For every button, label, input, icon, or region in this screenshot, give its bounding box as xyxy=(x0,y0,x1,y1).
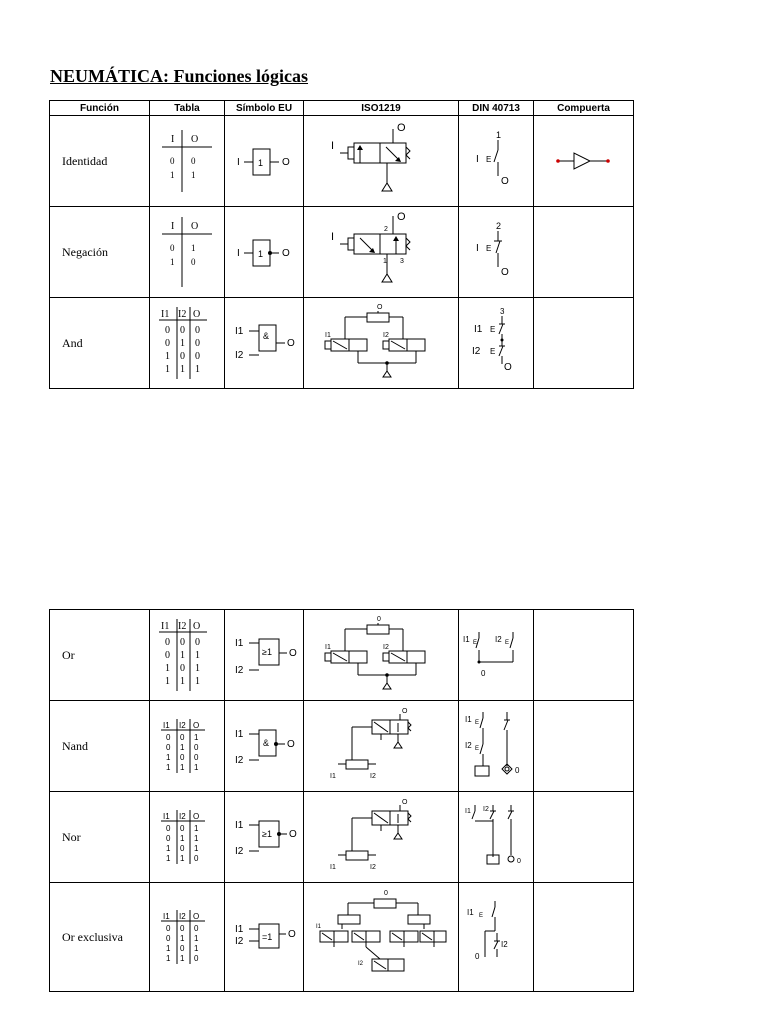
tt-cell: 0 xyxy=(191,156,196,166)
svg-text:1: 1 xyxy=(194,733,199,742)
svg-text:I2: I2 xyxy=(178,621,187,632)
svg-text:0: 0 xyxy=(180,325,185,336)
function-name: Identidad xyxy=(50,116,150,207)
svg-text:O: O xyxy=(287,739,295,750)
svg-text:3: 3 xyxy=(400,257,404,265)
svg-text:O: O xyxy=(504,362,512,373)
svg-text:I2: I2 xyxy=(235,350,244,361)
truth-table xyxy=(150,207,225,298)
svg-text:1: 1 xyxy=(166,763,171,772)
din40713-diagram xyxy=(459,701,534,792)
svg-text:O: O xyxy=(501,267,509,278)
svg-text:I2: I2 xyxy=(495,635,502,644)
svg-text:O: O xyxy=(402,707,408,715)
svg-text:1: 1 xyxy=(194,824,199,833)
svg-text:E: E xyxy=(486,155,492,164)
svg-text:I1: I1 xyxy=(235,729,244,740)
svg-text:I1: I1 xyxy=(235,924,244,935)
svg-text:I2: I2 xyxy=(235,846,244,857)
din40713-diagram xyxy=(459,116,534,207)
svg-text:E: E xyxy=(479,913,484,919)
logic-table-2 xyxy=(49,609,634,992)
svg-text:1: 1 xyxy=(165,663,170,674)
svg-text:I: I xyxy=(476,154,479,165)
svg-text:O: O xyxy=(191,221,199,232)
svg-text:&: & xyxy=(263,331,270,341)
svg-text:O: O xyxy=(397,210,406,223)
svg-text:I2: I2 xyxy=(235,936,244,947)
svg-text:I2: I2 xyxy=(178,309,187,320)
svg-text:I1: I1 xyxy=(235,638,244,649)
gate-buffer xyxy=(534,116,634,207)
svg-text:0: 0 xyxy=(180,663,185,674)
svg-text:1: 1 xyxy=(194,763,199,772)
svg-text:1: 1 xyxy=(180,763,185,772)
svg-text:O: O xyxy=(282,248,290,259)
function-name: Negación xyxy=(50,207,150,298)
din40713-diagram xyxy=(459,610,534,701)
svg-text:1: 1 xyxy=(194,844,199,853)
svg-text:1: 1 xyxy=(180,954,185,963)
svg-text:I1: I1 xyxy=(463,635,470,644)
eu-symbol xyxy=(225,883,304,992)
svg-text:0: 0 xyxy=(166,733,171,742)
svg-text:1: 1 xyxy=(180,743,185,752)
svg-text:0: 0 xyxy=(170,243,175,253)
svg-text:E: E xyxy=(490,325,496,334)
svg-text:I2: I2 xyxy=(370,772,376,780)
svg-text:I2: I2 xyxy=(179,812,186,821)
iso1219-diagram xyxy=(304,701,459,792)
svg-text:3: 3 xyxy=(500,307,505,316)
svg-text:0: 0 xyxy=(180,733,185,742)
svg-text:I2: I2 xyxy=(179,721,186,730)
function-name: Nor xyxy=(50,792,150,883)
svg-text:E: E xyxy=(473,640,478,646)
svg-text:0: 0 xyxy=(195,637,200,648)
tt-head: O xyxy=(191,134,199,145)
svg-text:0: 0 xyxy=(383,890,388,897)
svg-text:E: E xyxy=(475,720,480,726)
header-tabla: Tabla xyxy=(150,101,225,116)
table-row xyxy=(50,883,634,992)
svg-text:I1: I1 xyxy=(161,621,170,632)
svg-text:1: 1 xyxy=(195,364,200,375)
iso1219-diagram xyxy=(304,298,459,389)
svg-text:1: 1 xyxy=(166,844,171,853)
gate-empty xyxy=(534,298,634,389)
svg-text:1: 1 xyxy=(166,944,171,953)
svg-text:1: 1 xyxy=(166,954,171,963)
header-din-40713: DIN 40713 xyxy=(459,101,534,116)
page-title: NEUMÁTICA: Funciones lógicas xyxy=(50,66,309,86)
truth-table xyxy=(150,116,225,207)
table-row xyxy=(50,701,634,792)
svg-text:0: 0 xyxy=(194,743,199,752)
eu-symbol xyxy=(225,701,304,792)
svg-text:E: E xyxy=(475,746,480,752)
svg-text:I2: I2 xyxy=(483,806,489,813)
svg-text:I2: I2 xyxy=(472,346,481,357)
truth-table xyxy=(150,883,225,992)
eu-symbol xyxy=(225,610,304,701)
svg-text:I2: I2 xyxy=(383,331,389,339)
svg-text:O: O xyxy=(287,338,295,349)
svg-text:0: 0 xyxy=(180,944,185,953)
svg-text:I1: I1 xyxy=(161,309,170,320)
svg-text:0: 0 xyxy=(180,351,185,362)
svg-text:I2: I2 xyxy=(465,741,472,750)
svg-text:I2: I2 xyxy=(370,863,376,871)
svg-text:O: O xyxy=(193,721,200,730)
iso1219-diagram xyxy=(304,883,459,992)
svg-text:0: 0 xyxy=(180,844,185,853)
din40713-diagram xyxy=(459,298,534,389)
svg-text:O: O xyxy=(397,121,406,134)
eu-gate-label: 1 xyxy=(258,158,264,168)
svg-text:O: O xyxy=(193,812,200,821)
svg-text:1: 1 xyxy=(194,834,199,843)
svg-text:1: 1 xyxy=(180,364,185,375)
tt-cell: 0 xyxy=(170,156,175,166)
iso1219-diagram xyxy=(304,792,459,883)
svg-text:1: 1 xyxy=(166,854,171,863)
svg-text:0: 0 xyxy=(475,952,480,961)
eu-symbol xyxy=(225,116,304,207)
svg-text:0: 0 xyxy=(166,934,171,943)
svg-text:I1: I1 xyxy=(325,643,331,651)
eu-symbol xyxy=(225,792,304,883)
svg-text:E: E xyxy=(490,347,496,356)
svg-text:I: I xyxy=(331,230,335,243)
svg-text:1: 1 xyxy=(170,257,175,267)
svg-text:1: 1 xyxy=(180,934,185,943)
function-name: And xyxy=(50,298,150,389)
svg-text:I: I xyxy=(476,243,479,254)
svg-text:1: 1 xyxy=(195,650,200,661)
gate-empty xyxy=(534,207,634,298)
svg-text:O: O xyxy=(289,648,297,659)
svg-text:1: 1 xyxy=(180,834,185,843)
svg-text:I1: I1 xyxy=(465,808,471,815)
svg-text:0: 0 xyxy=(165,338,170,349)
svg-text:I2: I2 xyxy=(235,755,244,766)
svg-text:I1: I1 xyxy=(235,820,244,831)
svg-text:1: 1 xyxy=(180,650,185,661)
truth-table xyxy=(150,298,225,389)
tt-head: I xyxy=(171,134,175,145)
tt-cell: 1 xyxy=(170,170,175,180)
svg-text:1: 1 xyxy=(383,257,387,265)
svg-text:2: 2 xyxy=(496,221,502,231)
svg-text:0: 0 xyxy=(377,615,381,623)
header-compuerta: Compuerta xyxy=(534,101,634,116)
svg-text:1: 1 xyxy=(165,351,170,362)
svg-text:O: O xyxy=(193,621,201,632)
svg-text:0: 0 xyxy=(194,854,199,863)
svg-text:E: E xyxy=(505,640,510,646)
svg-text:I: I xyxy=(237,248,240,259)
svg-text:0: 0 xyxy=(195,351,200,362)
svg-text:=1: =1 xyxy=(262,932,273,942)
gate-empty xyxy=(534,883,634,992)
svg-text:&: & xyxy=(263,738,270,748)
header-funcion: Función xyxy=(50,101,150,116)
din40713-diagram xyxy=(459,792,534,883)
svg-text:O: O xyxy=(193,309,201,320)
header-simbolo-eu: Símbolo EU xyxy=(225,101,304,116)
svg-text:≥1: ≥1 xyxy=(262,829,272,839)
svg-text:1: 1 xyxy=(194,934,199,943)
function-name: Or xyxy=(50,610,150,701)
svg-text:1: 1 xyxy=(180,338,185,349)
din40713-diagram xyxy=(459,207,534,298)
svg-text:I1: I1 xyxy=(474,324,483,335)
svg-text:I1: I1 xyxy=(163,812,170,821)
iso1219-diagram xyxy=(304,610,459,701)
svg-text:I1: I1 xyxy=(163,721,170,730)
svg-text:E: E xyxy=(486,244,492,253)
svg-text:0: 0 xyxy=(165,650,170,661)
iso1219-diagram xyxy=(304,116,459,207)
svg-text:1: 1 xyxy=(195,676,200,687)
svg-text:1: 1 xyxy=(180,854,185,863)
svg-text:0: 0 xyxy=(180,637,185,648)
din40713-diagram xyxy=(459,883,534,992)
svg-text:0: 0 xyxy=(195,338,200,349)
svg-text:0: 0 xyxy=(180,753,185,762)
svg-text:0: 0 xyxy=(191,257,196,267)
svg-text:≥1: ≥1 xyxy=(262,647,272,657)
truth-table xyxy=(150,792,225,883)
svg-text:I1: I1 xyxy=(315,924,321,930)
svg-text:O: O xyxy=(377,303,383,311)
svg-text:I1: I1 xyxy=(330,863,336,871)
svg-text:1: 1 xyxy=(166,753,171,762)
header-iso1219: ISO1219 xyxy=(304,101,459,116)
svg-text:O: O xyxy=(289,829,297,840)
svg-text:I1: I1 xyxy=(465,715,472,724)
iso1219-diagram xyxy=(304,207,459,298)
svg-text:2: 2 xyxy=(384,225,388,233)
table-row xyxy=(50,207,634,298)
svg-text:O: O xyxy=(288,929,296,940)
svg-text:1: 1 xyxy=(165,364,170,375)
svg-text:I1: I1 xyxy=(235,326,244,337)
tt-cell: 1 xyxy=(191,170,196,180)
svg-text:1: 1 xyxy=(194,944,199,953)
svg-text:0: 0 xyxy=(166,924,171,933)
svg-text:0: 0 xyxy=(195,325,200,336)
svg-text:0: 0 xyxy=(166,824,171,833)
svg-text:0: 0 xyxy=(165,325,170,336)
svg-text:1: 1 xyxy=(496,130,502,140)
svg-text:I: I xyxy=(237,157,240,168)
truth-table xyxy=(150,701,225,792)
svg-text:0: 0 xyxy=(194,954,199,963)
svg-text:I: I xyxy=(331,139,335,152)
svg-text:O: O xyxy=(282,157,290,168)
eu-symbol xyxy=(225,207,304,298)
svg-text:I2: I2 xyxy=(179,912,186,921)
svg-text:0: 0 xyxy=(517,858,521,865)
svg-text:O: O xyxy=(402,798,408,806)
svg-text:1: 1 xyxy=(258,249,264,259)
svg-text:O: O xyxy=(501,176,509,187)
gate-empty xyxy=(534,792,634,883)
svg-text:0: 0 xyxy=(166,834,171,843)
svg-text:I2: I2 xyxy=(235,665,244,676)
function-name: Nand xyxy=(50,701,150,792)
svg-text:1: 1 xyxy=(195,663,200,674)
svg-text:0: 0 xyxy=(180,924,185,933)
svg-text:0: 0 xyxy=(194,753,199,762)
svg-text:1: 1 xyxy=(191,243,196,253)
svg-text:I1: I1 xyxy=(163,912,170,921)
table-row xyxy=(50,298,634,389)
svg-text:0: 0 xyxy=(165,637,170,648)
logic-table-1 xyxy=(49,100,634,389)
gate-empty xyxy=(534,701,634,792)
table-header-row xyxy=(50,101,634,116)
function-name: Or exclusiva xyxy=(50,883,150,992)
svg-text:I2: I2 xyxy=(383,643,389,651)
svg-text:1: 1 xyxy=(165,676,170,687)
table-row xyxy=(50,792,634,883)
svg-text:0: 0 xyxy=(481,669,486,678)
svg-text:0: 0 xyxy=(515,766,520,775)
svg-text:1: 1 xyxy=(180,676,185,687)
table-row xyxy=(50,610,634,701)
svg-text:I1: I1 xyxy=(467,908,474,917)
svg-text:I1: I1 xyxy=(330,772,336,780)
svg-text:0: 0 xyxy=(166,743,171,752)
svg-text:O: O xyxy=(193,912,200,921)
truth-table xyxy=(150,610,225,701)
svg-text:I2: I2 xyxy=(501,940,508,949)
svg-text:0: 0 xyxy=(194,924,199,933)
table-row xyxy=(50,116,634,207)
svg-text:I2: I2 xyxy=(357,961,363,967)
eu-symbol xyxy=(225,298,304,389)
svg-text:I1: I1 xyxy=(325,331,331,339)
svg-text:0: 0 xyxy=(180,824,185,833)
svg-text:I: I xyxy=(171,221,175,232)
gate-empty xyxy=(534,610,634,701)
